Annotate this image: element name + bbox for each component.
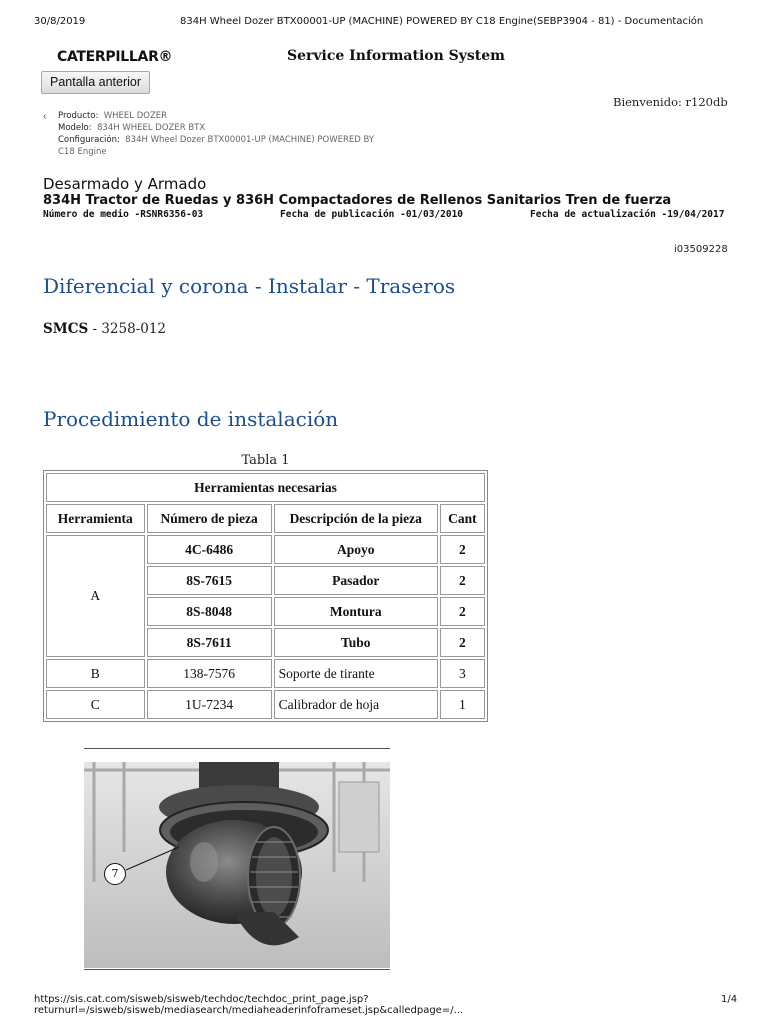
qty-cell: 3 [440,659,485,688]
breadcrumb [58,110,374,158]
part-cell: 138-7576 [147,659,272,688]
update-date: Fecha de actualización -19/04/2017 [530,209,725,220]
print-date: 30/8/2019 [34,16,86,27]
header-numero-pieza: Número de pieza [147,504,272,533]
differential-photo [84,762,390,968]
tool-a-cell: A [46,535,145,657]
qty-cell: 1 [440,690,485,719]
table-title: Herramientas necesarias [46,473,485,502]
tool-cell: C [46,690,145,719]
desc-cell: Tubo [274,628,438,657]
qty-cell: 2 [440,597,485,626]
part-cell: 8S-8048 [147,597,272,626]
producto-value[interactable]: WHEEL DOZER [103,111,168,121]
breadcrumb-configuracion [58,134,374,146]
desc-cell: Pasador [274,566,438,595]
document-id: i03509228 [674,244,728,255]
caterpillar-logo: CATERPILLAR® [57,49,173,65]
table-caption: Tabla 1 [241,453,290,468]
back-button[interactable]: Pantalla anterior [41,71,150,94]
modelo-value[interactable]: 834H WHEEL DOZER BTX [97,123,206,133]
desc-cell: Soporte de tirante [274,659,438,688]
procedure-heading: Procedimiento de instalación [43,407,339,431]
desc-cell: Apoyo [274,535,438,564]
page-title: Diferencial y corona - Instalar - Traseros [43,274,456,298]
footer-url: https://sis.cat.com/sisweb/sisweb/techdoc/techdoc_print_page.jsp?returnurl=/sisweb/sisweb/mediasearch/mediaheaderinfoframeset.jsp&calledpage=/... [34,994,464,1016]
figure-top-rule [84,748,390,749]
section-title: Desarmado y Armado [43,175,207,193]
print-doc-title: 834H Wheel Dozer BTX00001-UP (MACHINE) POWERED BY C18 Engine(SEBP3904 - 81) - Documentación [180,16,704,27]
modelo-label: Modelo: [58,123,92,133]
table-row [46,535,485,564]
callout-7: 7 [104,863,126,885]
breadcrumb-modelo [58,122,374,134]
breadcrumb-producto [58,110,374,122]
desc-cell: Montura [274,597,438,626]
welcome-text: Bienvenido: r120db [613,95,728,109]
smcs-value: - 3258-012 [88,321,167,337]
publication-date: Fecha de publicación -01/03/2010 [280,209,464,220]
header-herramienta: Herramienta [46,504,145,533]
smcs-code [43,321,166,337]
header-descripcion: Descripción de la pieza [274,504,438,533]
part-cell: 8S-7615 [147,566,272,595]
qty-cell: 2 [440,628,485,657]
qty-cell: 2 [440,566,485,595]
part-cell: 8S-7611 [147,628,272,657]
config-value-cont[interactable]: C18 Engine [58,147,107,157]
chevron-left-icon[interactable]: ‹ [43,111,47,122]
table-row [46,690,485,719]
config-value[interactable]: 834H Wheel Dozer BTX00001-UP (MACHINE) POWERED BY [125,135,375,145]
desc-cell: Calibrador de hoja [274,690,438,719]
tools-table [43,470,488,722]
figure-bottom-rule [84,969,390,970]
part-cell: 4C-6486 [147,535,272,564]
table-row [46,659,485,688]
system-title: Service Information System [287,48,505,64]
page-number: 1/4 [721,994,738,1005]
config-label: Configuración: [58,135,120,145]
tool-cell: B [46,659,145,688]
header-cant: Cant [440,504,485,533]
media-number: Número de medio -RSNR6356-03 [43,209,204,220]
part-cell: 1U-7234 [147,690,272,719]
smcs-label: SMCS [43,321,89,337]
qty-cell: 2 [440,535,485,564]
document-subtitle: 834H Tractor de Ruedas y 836H Compactadores de Rellenos Sanitarios Tren de fuerza [43,193,672,208]
producto-label: Producto: [58,111,99,121]
